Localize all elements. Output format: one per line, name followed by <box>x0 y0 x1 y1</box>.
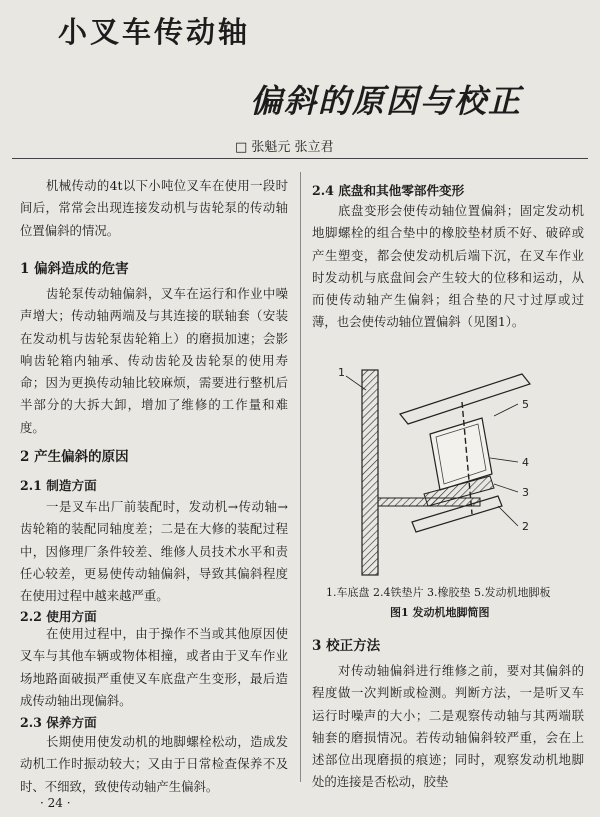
section-2-4-heading: 2.4 底盘和其他零部件变形 <box>312 183 465 198</box>
figure-caption: 图1 发动机地脚简图 <box>390 606 490 619</box>
figure-label-3: 3 <box>522 486 529 499</box>
section-2-2-paragraph: 在使用过程中，由于操作不当或其他原因使叉车与其他车辆或物体相撞，或者由于叉车作业场地路面破损严重使叉车底盘产生变形，最后造成传动轴出现偏斜。 <box>20 626 288 708</box>
authors: □ 张魁元 张立君 <box>235 140 334 155</box>
figure-label-2: 2 <box>522 520 529 533</box>
section-2-1-heading: 2.1 制造方面 <box>20 478 97 493</box>
figure-label-1: 1 <box>338 366 345 379</box>
section-2-2-heading: 2.2 使用方面 <box>20 609 97 624</box>
section-1-paragraph: 齿轮泵传动轴偏斜，叉车在运行和作业中噪声增大；传动轴两端及与其连接的联轴套（安装在发动机与齿轮泵齿轮箱上）的磨损加速；会影响齿轮箱内轴承、传动齿轮及齿轮泵的使用寿命；因为更换传动轴比较麻烦，需要进行整机后半部分的大拆大卸，增加了维修的工作量和难度。 <box>20 286 288 435</box>
chassis-part <box>362 370 378 575</box>
section-2-4-paragraph: 底盘变形会使传动轴位置偏斜；固定发动机地脚螺栓的组合垫中的橡胶垫材质不好、破碎或产生塑变，都会使发动机后端下沉，在叉车作业时发动机与底盘间会产生较大的位移和运动，从而使传动轴产生偏斜；组合垫的尺寸过厚或过薄，也会使传动轴位置偏斜（见图1）。 <box>312 203 584 330</box>
engine-mount-figure <box>312 362 582 580</box>
figure-legend: 1.车底盘 2.4铁垫片 3.橡胶垫 5.发动机地脚板 <box>326 586 551 599</box>
figure-label-4: 4 <box>522 456 529 469</box>
section-2-1-paragraph: 一是叉车出厂前装配时，发动机→传动轴→齿轮箱的装配同轴度差；二是在大修的装配过程中，因修理厂条件较差、维修人员技术水平和责任心较差，更易使传动轴偏斜，导致其偏斜程度在使用过程中越来越严重。 <box>20 499 288 604</box>
section-2-3-paragraph: 长期使用使发动机的地脚螺栓松动，造成发动机工作时振动较大；又由于日常检查保养不及时、不细致，致使传动轴产生偏斜。 <box>20 734 288 794</box>
section-2-heading: 2 产生偏斜的原因 <box>20 449 129 465</box>
figure-label-5: 5 <box>522 398 529 411</box>
section-2-3-heading: 2.3 保养方面 <box>20 715 97 730</box>
column-divider <box>300 172 301 782</box>
section-3-paragraph: 对传动轴偏斜进行维修之前，要对其偏斜的程度做一次判断或检测。判断方法，一是听叉车运行时噪声的大小；二是观察传动轴与其两端联轴套的磨损情况。若传动轴偏斜较严重，会在上述部位出现磨损的痕迹；同时，观察发动机地脚处的连接是否松动，胶垫 <box>312 663 584 790</box>
header-divider <box>12 158 588 159</box>
section-3-heading: 3 校正方法 <box>312 638 381 654</box>
intro-paragraph: 机械传动的4t以下小吨位叉车在使用一段时间后，常常会出现连接发动机与齿轮泵的传动轴位置偏斜的情况。 <box>20 178 288 238</box>
article-title-line2: 偏斜的原因与校正 <box>250 82 523 120</box>
article-title-line1: 小叉车传动轴 <box>58 15 251 49</box>
section-1-heading: 1 偏斜造成的危害 <box>20 261 129 277</box>
page-number: · 24 · <box>40 796 71 810</box>
engine-foot-plate <box>400 374 530 424</box>
